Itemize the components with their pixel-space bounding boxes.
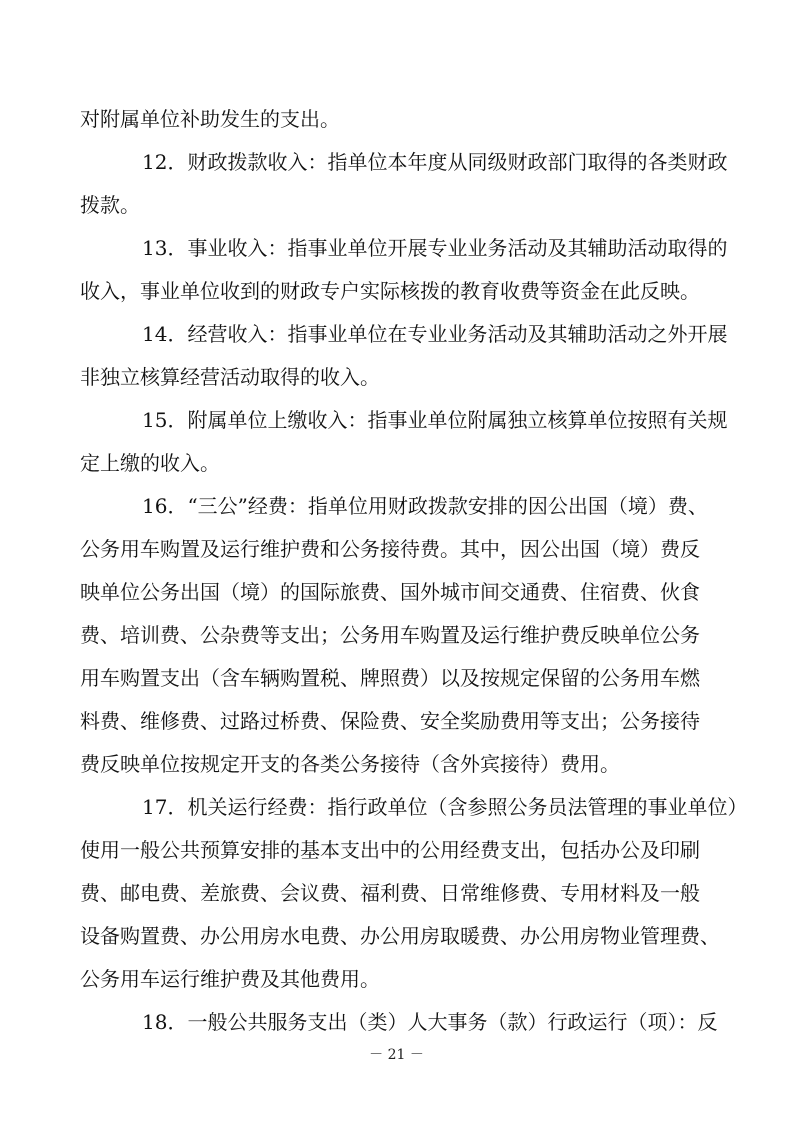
paragraph-17-line-1: 17．机关运行经费：指行政单位（含参照公务员法管理的事业单位） xyxy=(142,795,748,819)
paragraph-16-line-7: 费反映单位按规定开支的各类公务接待（含外宾接待）费用。 xyxy=(80,752,620,776)
paragraph-15-line-1: 15．附属单位上缴收入：指事业单位附属独立核算单位按照有关规 xyxy=(142,408,728,432)
paragraph-17-line-4: 设备购置费、办公用房水电费、办公用房取暖费、办公用房物业管理费、 xyxy=(80,924,720,948)
paragraph-16-line-5: 用车购置支出（含车辆购置税、牌照费）以及按规定保留的公务用车燃 xyxy=(80,666,700,690)
paragraph-16-line-1: 16．“三公”经费：指单位用财政拨款安排的因公出国（境）费、 xyxy=(142,494,708,518)
paragraph-16-line-4: 费、培训费、公杂费等支出；公务用车购置及运行维护费反映单位公务 xyxy=(80,623,700,647)
paragraph-13-line-2: 收入，事业单位收到的财政专户实际核拨的教育收费等资金在此反映。 xyxy=(80,279,700,303)
paragraph-16-line-6: 料费、维修费、过路过桥费、保险费、安全奖励费用等支出；公务接待 xyxy=(80,709,700,733)
text-line: 对附属单位补助发生的支出。 xyxy=(80,107,340,131)
paragraph-16-line-2: 公务用车购置及运行维护费和公务接待费。其中，因公出国（境）费反 xyxy=(80,537,700,561)
paragraph-17-line-2: 使用一般公共预算安排的基本支出中的公用经费支出，包括办公及印刷 xyxy=(80,838,700,862)
paragraph-14-line-2: 非独立核算经营活动取得的收入。 xyxy=(80,365,380,389)
paragraph-17-line-5: 公务用车运行维护费及其他费用。 xyxy=(80,967,380,991)
paragraph-12-line-2: 拨款。 xyxy=(80,193,140,217)
paragraph-18-line-1: 18．一般公共服务支出（类）人大事务（款）行政运行（项）：反 xyxy=(142,1010,718,1034)
paragraph-14-line-1: 14．经营收入：指事业单位在专业业务活动及其辅助活动之外开展 xyxy=(142,322,728,346)
page-number: － 21 － xyxy=(369,1047,424,1063)
paragraph-15-line-2: 定上缴的收入。 xyxy=(80,451,220,475)
paragraph-17-line-3: 费、邮电费、差旅费、会议费、福利费、日常维修费、专用材料及一般 xyxy=(80,881,700,905)
paragraph-12-line-1: 12．财政拨款收入：指单位本年度从同级财政部门取得的各类财政 xyxy=(142,150,728,174)
paragraph-13-line-1: 13．事业收入：指事业单位开展专业业务活动及其辅助活动取得的 xyxy=(142,236,728,260)
paragraph-16-line-3: 映单位公务出国（境）的国际旅费、国外城市间交通费、住宿费、伙食 xyxy=(80,580,700,604)
